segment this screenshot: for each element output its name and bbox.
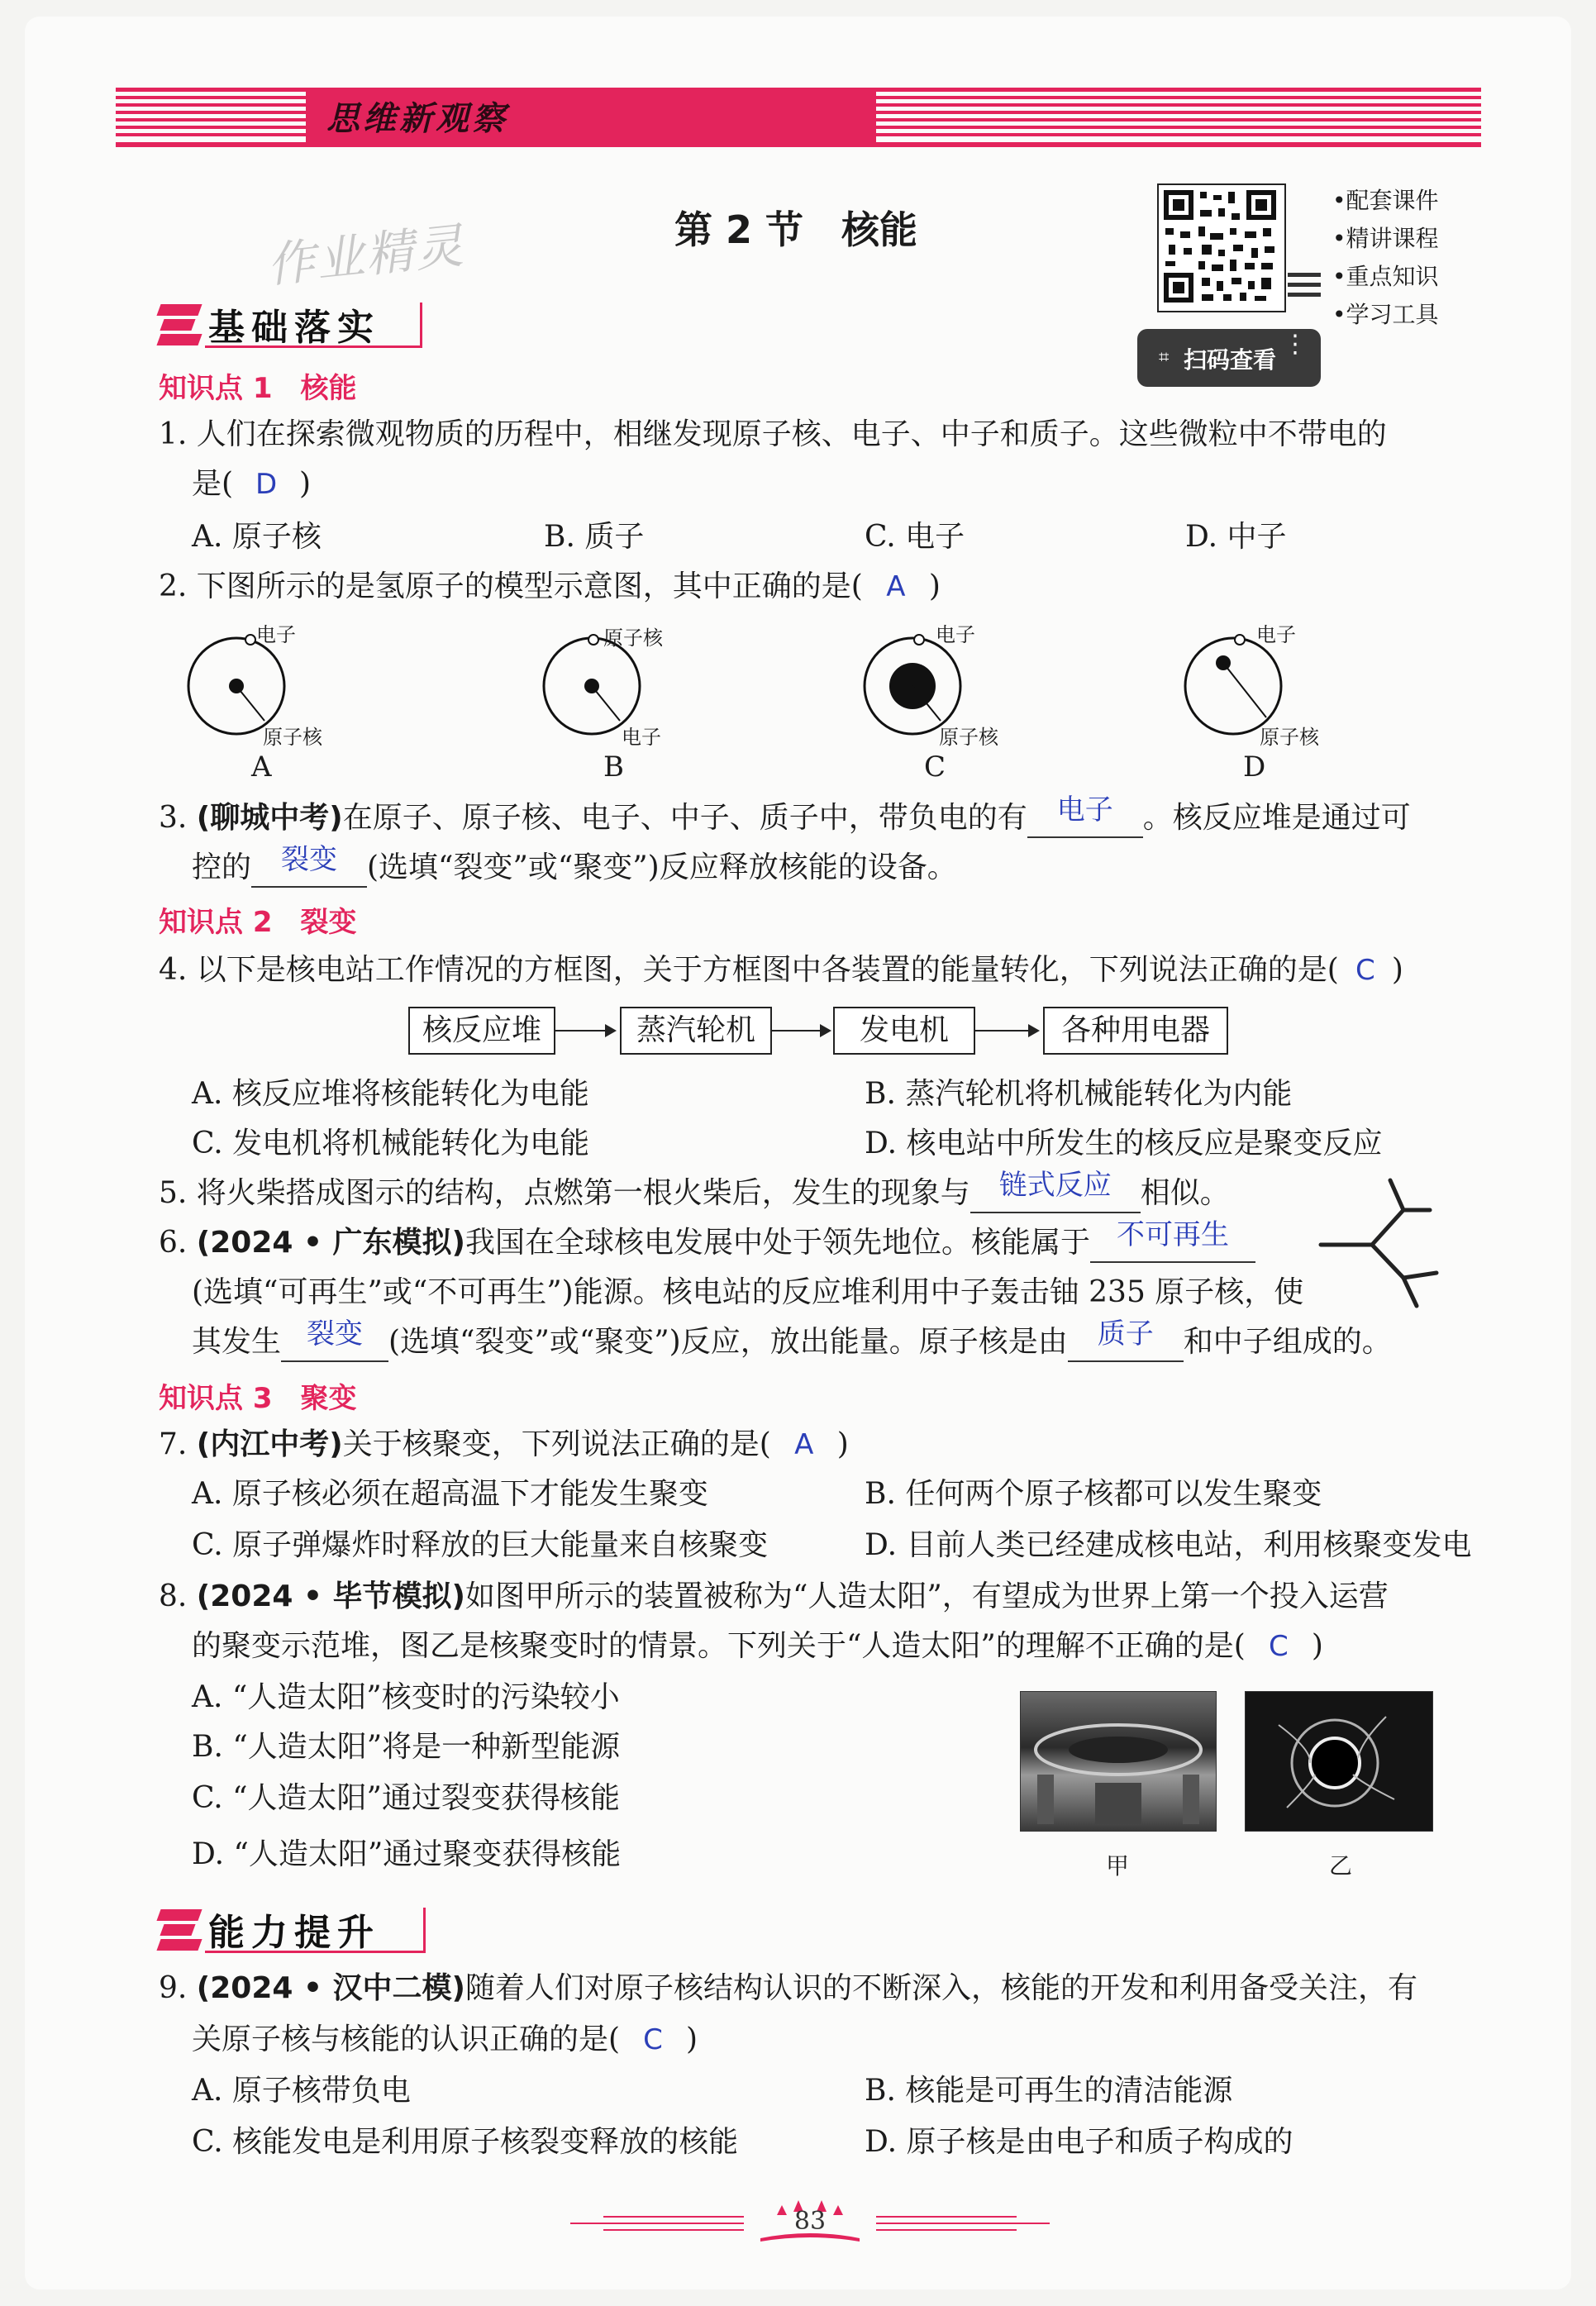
flow-arrow-icon: [555, 1030, 615, 1032]
q4-prefix: 4. 以下是核电站工作情况的方框图，关于方框图中各装置的能量转化，下列说法正确的是(: [159, 953, 1339, 987]
q1-text-line2: [192, 465, 311, 504]
q3-text3: 控的: [192, 850, 252, 884]
q4-text: [159, 951, 1403, 990]
flow-box-reactor: 核反应堆: [408, 1007, 555, 1055]
q5-text2: 相似。: [1140, 1176, 1230, 1210]
figure-label-yi: 乙: [1329, 1852, 1353, 1880]
q8-prefix: 的聚变示范堆，图乙是核聚变时的情景。下列关于“人造太阳”的理解不正确的是(: [192, 1629, 1246, 1663]
q9-prefix: 关原子核与核能的认识正确的是(: [192, 2023, 621, 2056]
matchstick-structure: [1314, 1174, 1446, 1314]
q1-suffix: ): [299, 467, 312, 501]
q9-text1: 随着人们对原子核结构认识的不断深入，核能的开发和利用备受关注，有: [465, 1971, 1417, 2005]
q5-text: [159, 1169, 1230, 1213]
q9-source: (2024 • 汉中二模): [196, 1971, 465, 2005]
knowledge-point-1: 知识点 1 核能: [159, 372, 357, 405]
q6-blank1-answer: 不可再生: [1117, 1218, 1229, 1251]
q8-line2: [192, 1627, 1323, 1666]
atom-figure-d: [1177, 618, 1359, 784]
atom-d-electron-label: 电子: [1256, 623, 1296, 646]
footer-decoration: [570, 2199, 1050, 2248]
atom-figure-a: [180, 618, 362, 784]
qr-side-lines: [1288, 273, 1321, 314]
q9-option-d[interactable]: D. 原子核是由电子和质子构成的: [865, 2125, 1293, 2159]
header-banner: [116, 88, 1481, 147]
qr-feature-item: •学习工具: [1332, 301, 1439, 328]
flow-arrow-icon: [772, 1030, 830, 1032]
figure-label-jia: 甲: [1106, 1852, 1130, 1880]
q6-line3: [192, 1317, 1392, 1362]
q1-option-b[interactable]: B. 质子: [544, 520, 645, 554]
atom-d-letter: D: [1243, 750, 1266, 784]
q3-blank2-answer: 裂变: [281, 843, 338, 876]
watermark: 作业精灵: [264, 217, 468, 294]
atom-figure-b: [536, 618, 717, 784]
tokamak-photo-detail: [1021, 1692, 1216, 1831]
atom-figure-c: [856, 618, 1038, 784]
q3-line1: 3. (聊城中考)在原子、原子核、电子、中子、质子中，带负电的有 电子 。核反应堆是通过可: [159, 798, 1411, 838]
atom-b-letter: B: [603, 750, 624, 784]
q8-option-d[interactable]: D. “人造太阳”通过聚变获得核能: [192, 1837, 622, 1871]
q6-blank2-answer: 裂变: [307, 1317, 364, 1351]
atom-a-letter: A: [251, 750, 272, 784]
q8-text1: 如图甲所示的装置被称为“人造太阳”，有望成为世界上第一个投入运营: [465, 1579, 1389, 1613]
q5-blank[interactable]: [970, 1169, 1141, 1213]
q5-text1: 5. 将火柴搭成图示的结构，点燃第一根火柴后，发生的现象与: [159, 1176, 970, 1210]
q9-answer[interactable]: C: [643, 2023, 663, 2056]
matchstick-figure: [1314, 1174, 1446, 1314]
q9-option-a[interactable]: A. 原子核带负电: [192, 2074, 411, 2108]
q3-text1: 在原子、原子核、电子、中子、质子中，带负电的有: [342, 801, 1027, 835]
q3-text4: (选填“裂变”或“聚变”)反应释放核能的设备。: [367, 850, 957, 884]
q7-source: (内江中考): [196, 1427, 343, 1461]
q7-option-a[interactable]: A. 原子核必须在超高温下才能发生聚变: [192, 1477, 708, 1511]
q7-option-b[interactable]: B. 任何两个原子核都可以发生聚变: [865, 1477, 1322, 1511]
q8-answer[interactable]: C: [1268, 1630, 1289, 1663]
atom-c-electron-label: 电子: [936, 623, 975, 646]
section-title-advanced: [159, 1903, 440, 1956]
header-banner-text: 思维新观察: [326, 100, 508, 138]
more-icon: ⋮: [1283, 330, 1308, 359]
q8-option-a[interactable]: A. “人造太阳”核变时的污染较小: [192, 1680, 620, 1714]
knowledge-point-3: 知识点 3 聚变: [159, 1382, 357, 1415]
q1-answer[interactable]: D: [255, 468, 278, 501]
q4-option-c[interactable]: C. 发电机将机械能转化为电能: [192, 1127, 590, 1160]
q2-suffix: ): [928, 569, 941, 603]
q3-source: (聊城中考): [196, 801, 343, 835]
qr-code[interactable]: [1157, 183, 1286, 312]
q7-prefix: 关于核聚变，下列说法正确的是(: [342, 1427, 771, 1461]
q7-option-c[interactable]: C. 原子弹爆炸时释放的巨大能量来自核聚变: [192, 1528, 769, 1562]
q5-blank-answer: 链式反应: [998, 1169, 1112, 1202]
flow-box-turbine: 蒸汽轮机: [620, 1007, 772, 1055]
qr-feature-list: [1332, 182, 1439, 334]
q8-source: (2024 • 毕节模拟): [196, 1579, 465, 1613]
q1-option-d[interactable]: D. 中子: [1185, 520, 1287, 554]
q8-suffix: ): [1311, 1629, 1323, 1663]
atom-a-nucleus-label: 原子核: [263, 726, 322, 749]
q6-text4: (选填“裂变”或“聚变”)反应，放出能量。原子核是由: [388, 1325, 1068, 1359]
q9-line2: [192, 2020, 698, 2060]
page-number: 83: [793, 2207, 827, 2236]
header-stripes: [116, 88, 1481, 147]
q3-line2: [192, 843, 957, 888]
q6-blank3-answer: 质子: [1097, 1317, 1154, 1351]
section-title-advanced-text: 能力提升: [208, 1912, 380, 1954]
atom-b-nucleus-label: 原子核: [603, 627, 663, 650]
q3-blank2[interactable]: [251, 843, 367, 888]
page-title: 第 2 节 核能: [674, 207, 918, 252]
q6-blank2[interactable]: [281, 1317, 388, 1362]
q4-option-a[interactable]: A. 核反应堆将核能转化为电能: [192, 1077, 589, 1111]
q6-text1: 我国在全球核电发展中处于领先地位。核能属于: [465, 1226, 1090, 1260]
q1-text-line1: 1. 人们在探索微观物质的历程中，相继发现原子核、电子、中子和质子。这些微粒中不带电的: [159, 417, 1387, 451]
q7-option-d[interactable]: D. 目前人类已经建成核电站，利用核聚变发电: [865, 1528, 1472, 1562]
q2-prefix: 2. 下图所示的是氢原子的模型示意图，其中正确的是(: [159, 569, 863, 603]
flow-arrow-icon: [975, 1030, 1038, 1032]
q7-answer[interactable]: A: [794, 1428, 814, 1461]
knowledge-point-2: 知识点 2 裂变: [159, 906, 357, 939]
scan-button[interactable]: [1137, 329, 1321, 387]
q1-option-a[interactable]: A. 原子核: [192, 520, 322, 554]
q2-text: [159, 567, 941, 607]
q4-suffix: ): [1391, 953, 1403, 987]
atom-b-electron-label: 电子: [622, 726, 661, 749]
q9-line1: 9. (2024 • 汉中二模)随着人们对原子核结构认识的不断深入，核能的开发和利用备受关注，有: [159, 1971, 1417, 2005]
tokamak-photo: [1020, 1691, 1217, 1832]
q7-text: 7. (内江中考)关于核聚变，下列说法正确的是( A ): [159, 1425, 849, 1465]
q6-blank3[interactable]: [1068, 1317, 1184, 1362]
flow-box-generator: 发电机: [833, 1007, 975, 1055]
q7-suffix: ): [836, 1427, 849, 1461]
q8-option-c[interactable]: C. “人造太阳”通过裂变获得核能: [192, 1781, 620, 1815]
q2-answer[interactable]: A: [886, 570, 906, 603]
section-title-basic: [159, 298, 440, 350]
q4-option-b[interactable]: B. 蒸汽轮机将机械能转化为内能: [865, 1077, 1293, 1111]
q6-line1: 6. (2024 • 广东模拟)我国在全球核电发展中处于领先地位。核能属于 不可再生: [159, 1223, 1255, 1263]
q6-blank1[interactable]: [1090, 1218, 1255, 1263]
q9-option-b[interactable]: B. 核能是可再生的清洁能源: [865, 2074, 1233, 2108]
atom-c-nucleus-label: 原子核: [939, 726, 998, 749]
flow-box-appliances: 各种用电器: [1043, 1007, 1228, 1055]
q8-option-b[interactable]: B. “人造太阳”将是一种新型能源: [192, 1730, 621, 1764]
qr-feature-item: •配套课件: [1332, 187, 1439, 214]
scan-icon: ⌗: [1159, 347, 1170, 368]
q3-blank1[interactable]: [1027, 793, 1143, 838]
atom-a-electron-label: 电子: [256, 623, 296, 646]
q1-prefix: 是(: [192, 467, 234, 501]
q9-option-c[interactable]: C. 核能发电是利用原子核裂变释放的核能: [192, 2125, 739, 2159]
q6-text3: 其发生: [192, 1325, 282, 1359]
q9-suffix: ): [686, 2023, 698, 2056]
qr-feature-item: •重点知识: [1332, 263, 1439, 290]
q8-line1: 8. (2024 • 毕节模拟)如图甲所示的装置被称为“人造太阳”，有望成为世界上第一个投入运营: [159, 1579, 1389, 1613]
q4-option-d[interactable]: D. 核电站中所发生的核反应是聚变反应: [865, 1127, 1383, 1160]
qr-pattern: [1159, 185, 1281, 307]
q3-text2: 。核反应堆是通过可: [1142, 801, 1411, 835]
q3-blank1-answer: 电子: [1056, 793, 1113, 827]
qr-feature-item: •精讲课程: [1332, 225, 1439, 252]
q6-text5: 和中子组成的。: [1183, 1325, 1392, 1359]
scan-button-label: 扫码查看: [1184, 346, 1277, 374]
q1-option-c[interactable]: C. 电子: [865, 520, 965, 554]
atom-c-letter: C: [924, 750, 946, 784]
section-title-basic-text: 基础落实: [208, 307, 380, 349]
q4-answer[interactable]: C: [1355, 954, 1375, 987]
q6-source: (2024 • 广东模拟): [196, 1226, 465, 1260]
fusion-plasma-photo: [1245, 1691, 1433, 1832]
atom-d-nucleus-label: 原子核: [1260, 726, 1319, 749]
q6-line2: (选填“可再生”或“不可再生”)能源。核电站的反应堆利用中子轰击铀 235 原子核，使: [192, 1275, 1304, 1309]
fusion-plasma-detail: [1246, 1692, 1432, 1831]
